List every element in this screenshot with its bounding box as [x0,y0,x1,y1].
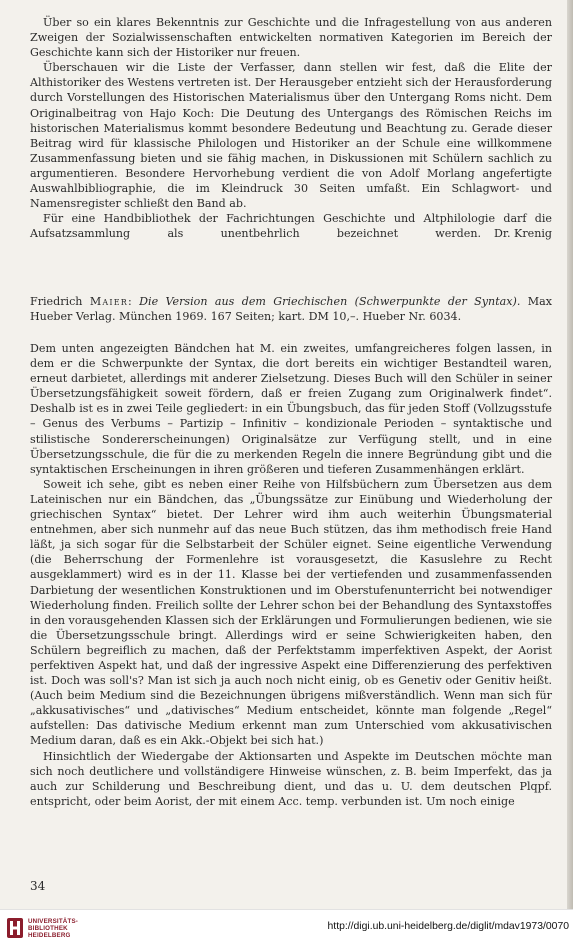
review-heading [30,294,552,324]
source-url-link[interactable]: http://digi.ub.uni-heidelberg.de/diglit/mdav1973/0070 [327,921,569,932]
publication-details: Max Hueber Verlag. München 1969. 167 Seiten; kart. DM 10,–. Hueber Nr. 6034. [30,295,553,324]
closing-paragraph [30,211,552,241]
page-number: 34 [30,879,46,893]
book-title: Die Version aus dem Griechischen (Schwerpunkte der Syntax). [139,295,521,308]
author-last-name: Maier [89,295,129,308]
library-name [28,918,78,939]
footer-bar [0,909,573,946]
bibliographic-entry: Friedrich Maier: Die Version aus dem Griechischen (Schwerpunkte der Syntax). Max Hueber Verlag. München 1969. 167 Seiten; kart. DM 10,–. Hueber Nr. 6034. [30,295,553,324]
logo-line: HEIDELBERG [28,931,71,939]
page-edge [567,0,573,946]
library-logo[interactable] [6,915,78,941]
paragraph: Überschauen wir die Liste der Verfasser, dann stellen wir fest, daß die Elite der Althistoriker des Westens vertreten ist. Der Herausgeber entzieht sich der Herausforderung durch Vorstellungen des Historischen Materialismus über den Untergang Roms nicht. Dem Originalbeitrag von Hajo Koch: Die Deutung des Untergangs des Römischen Reichs im historischen Materialismus kommt besondere Bedeutung und Beachtung zu. Gerade dieser Beitrag wird für klassische Philologen und Historiker an der Schule eine willkommene Zusammenfassung bieten und sie fähig machen, in Diskussionen mit Schülern sachlich zu argumentieren. Besondere Hervorhebung verdient die von Adolf Morlang angefertigte Auswahlbibliographie, die im Kleindruck 30 Seiten umfaßt. Ein Schlagwort- und Namensregister schließt den Band ab. [30,61,552,211]
paragraph: Hinsichtlich der Wiedergabe der Aktionsarten und Aspekte im Deutschen möchte man sich noch deutlichere und vollständigere Hinweise wünschen, z. B. beim Imperfekt, das ja auch zur Schilderung und Beschreibung dient, und das u. U. dem deutschen Plqpf. entspricht, oder beim Aorist, der mit einem Acc. temp. verbunden ist. Um noch einige [30,749,552,808]
review-krenig [30,15,552,241]
logo-line: UNIVERSITÄTS- [28,917,79,925]
paragraph: Soweit ich sehe, gibt es neben einer Reihe von Hilfsbüchern zum Übersetzen aus dem Lateinischen nur ein Bändchen, das „Übungssätze zur Einübung und Wiederholung der griechischen Syntax“ bietet. Der Lehrer wird ihm auch weiterhin Übungsmaterial entnehmen, aber sich nunmehr auf das neue Buch stützen, das ihm methodisch freie Hand läßt, ja sich sogar für die Selbstarbeit der Schüler eignet. Seine eigentliche Verwendung (die Beherrschung der Formenlehre ist vorausgesetzt, die Kasuslehre zu Recht ausgeklammert) wird es in der 11. Klasse bei der vertiefenden und zusammenfassenden Darbietung der wesentlichen Konstruktionen und im Oberstufenunterricht bei notwendiger Wiederholung finden. Freilich sollte der Lehrer schon bei der Behandlung des Syntaxstoffes in den vorausgehenden Klassen sich der Erklärungen und Formulierungen bedienen, wie sie die Übersetzungsschule bringt. Allerdings wird er seine Schwierigkeiten haben, den Schülern begreiflich zu machen, daß der Perfektstamm imperfektiven Aspekt, der Aorist perfektiven Aspekt hat, und daß der ingressive Aspekt eine Differenzierung des perfektiven ist. Doch was soll's? Man ist sich ja auch noch nicht einig, ob es Genetiv oder Genitiv heißt. (Auch beim Medium sind die Bezeichnungen übrigens mißverständlich. Wenn man sich für „akkusativisches“ und „dativisches“ Medium entscheidet, könnte man folgende „Regel“ aufstellen: Das dativische Medium erkennt man zum Unterschied vom akkusativischen Medium daran, daß es ein Akk.-Objekt bei sich hat.) [30,477,553,748]
university-seal-icon [6,917,24,939]
paragraph: Dem unten angezeigten Bändchen hat M. ein zweites, umfangreicheres folgen lassen, in dem er die Schwerpunkte der Syntax, die dort bereits ein wichtiger Bestandteil waren, erneut darbietet, allerdings mit anderer Zielsetzung. Dieses Buch will den Schüler in seiner Übersetzungsfähigkeit soweit fördern, daß er freien Zugang zum Originalwerk findet“. Deshalb ist es in zwei Teile gegliedert: in ein Übungsbuch, das für jeden Stoff (Vollzugsstufe – Genus des Verbums – Partizip – Infinitiv – kondizionale Perioden – syntaktische und stilistische Sondererscheinungen) Originalsätze zur Verfügung stellt, und in eine Übersetzungsschule, die für die zu merkenden Regeln die innere Begründung gibt und die syntaktischen Erscheinungen in ihren größeren und tieferen Zusammenhängen erklärt. [30,342,552,476]
paragraph-text: Für eine Handbibliothek der Fachrichtungen Geschichte und Altphilologie darf die Aufsatzsammlung als unentbehrlich bezeichnet werden. [30,212,552,241]
logo-line: BIBLIOTHEK [28,924,68,932]
paragraph: Über so ein klares Bekenntnis zur Geschichte und die Infragestellung von aus anderen Zweigen der Sozialwissenschaften entwickelten normativen Kategorien im Bereich der Geschichte kann sich der Historiker nur freuen. [30,16,552,60]
author-first-name: Friedrich [30,295,83,308]
review-maier [30,341,552,809]
reviewer-signature: Dr. Krenig [494,227,552,241]
